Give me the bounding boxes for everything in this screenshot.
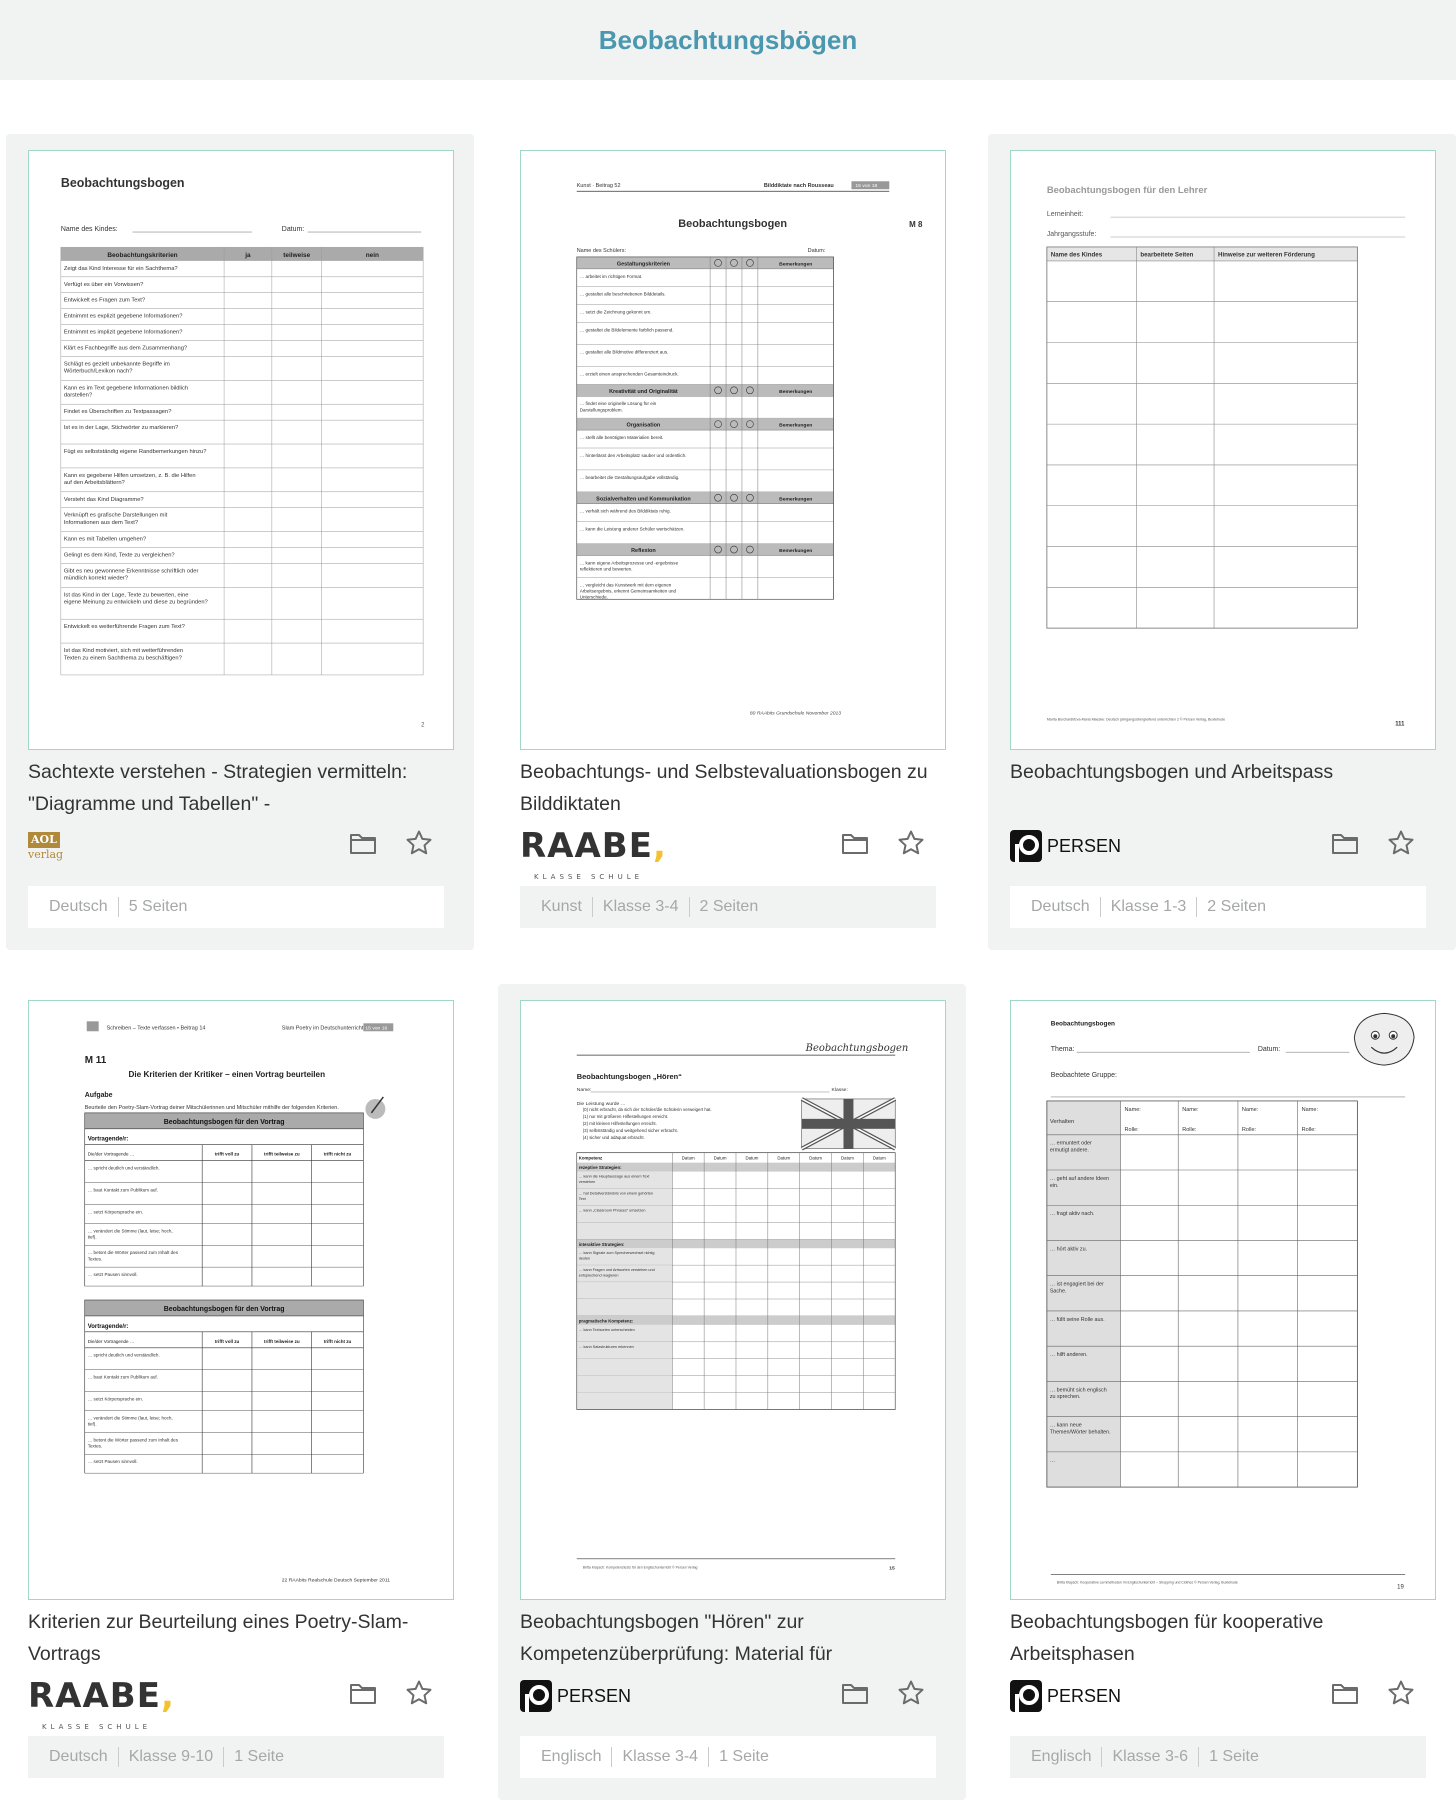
subject-tag: Englisch xyxy=(541,1748,602,1765)
thumb-cell-text: … baut Kontakt zum Publikum auf. xyxy=(87,1374,158,1380)
remarks-header: Bemerkungen xyxy=(779,423,813,429)
thumb-cell-text: … geht auf andere Ideen xyxy=(1049,1175,1110,1182)
table-header: Die/der Vortragende … xyxy=(87,1151,135,1157)
publisher-logo xyxy=(1010,1678,1121,1714)
section-header: interaktive Strategien: xyxy=(578,1241,625,1247)
svg-text:Datum:: Datum: xyxy=(1257,1046,1281,1054)
thumb-cell-text: Schlägt es gezielt unbekannte Begriffe im xyxy=(63,361,170,368)
material-title[interactable]: Beobachtungsbogen und Arbeitspass xyxy=(1010,761,1334,783)
grade-tag: Klasse 3-6 xyxy=(1112,1748,1189,1765)
name-label: Name: xyxy=(1182,1106,1199,1113)
material-meta xyxy=(28,1736,444,1778)
thumb-cell-text: Entwickelt es Fragen zum Text? xyxy=(63,297,146,304)
svg-text:Die Kriterien der Kritiker – e: Die Kriterien der Kritiker – einen Vortrag beurteilen xyxy=(128,1070,326,1080)
speaker-label: Vortragende/r: xyxy=(87,1136,129,1143)
section-header: Gestaltungskriterien xyxy=(616,261,671,268)
svg-text:Slam Poetry im Deutschunterric: Slam Poetry im Deutschunterricht xyxy=(281,1025,364,1032)
document-thumbnail[interactable] xyxy=(1010,1000,1436,1600)
table-header: trifft voll zu xyxy=(214,1151,240,1157)
subject-tag: Kunst xyxy=(541,898,582,915)
svg-text:Datum:: Datum: xyxy=(281,226,305,234)
subject-tag: Deutsch xyxy=(49,1748,108,1765)
thumb-cell-text: … füllt seine Rolle aus. xyxy=(1049,1316,1105,1323)
svg-text:Beobachtungsbogen: Beobachtungsbogen xyxy=(805,1043,909,1055)
evaluation-table xyxy=(577,257,834,600)
section-header: Sozialverhalten und Kommunikation xyxy=(596,496,691,503)
thumb-cell-text: Findet es Überschriften zu Textpassagen? xyxy=(63,409,172,416)
svg-text:Jahrgangsstufe:: Jahrgangsstufe: xyxy=(1046,231,1097,239)
thumb-cell-text: … gestaltet alle beschriebenen Bilddetails. xyxy=(579,291,666,297)
thumb-cell-text: … kann Satzstrukturen erkennen xyxy=(578,1344,634,1349)
subject-tag: Deutsch xyxy=(1031,898,1090,915)
publisher-logo xyxy=(28,828,63,864)
thumb-cell-text: Fügt es selbstständig eigene Randbemerkungen hinzu? xyxy=(63,448,207,455)
thumb-cell-text: Themen/Wörter behalten. xyxy=(1049,1429,1111,1436)
level-text: (3) selbstständig und weitgehend sicher erbracht. xyxy=(582,1127,678,1133)
thumb-cell-text: … findet eine originelle Lösung für ein xyxy=(579,401,657,407)
thumb-cell-text: … vergleicht das Kunstwerk mit dem eigenen xyxy=(579,582,672,588)
thumbnail-page xyxy=(521,1001,945,1599)
cooperative-table xyxy=(1047,1101,1358,1487)
section-header: Reflexion xyxy=(631,548,656,555)
thumbnail-page xyxy=(1011,151,1435,749)
thumb-cell-text: … kann die Leistung anderer Schüler wertschätzen. xyxy=(579,526,685,532)
raabe-logo: RAABE, KLASSE SCHULE xyxy=(28,1676,175,1731)
table-header: Datum xyxy=(809,1155,823,1161)
thumb-cell-text: … spricht deutlich und verständlich. xyxy=(87,1352,160,1358)
material-card[interactable] xyxy=(498,134,966,950)
thumbnail-page xyxy=(29,1001,453,1599)
remarks-header: Bemerkungen xyxy=(779,497,813,503)
role-label: Rolle: xyxy=(1182,1126,1197,1133)
role-label: Rolle: xyxy=(1124,1126,1139,1133)
svg-text:Beurteile den Poetry-Slam-Vort: Beurteile den Poetry-Slam-Vortrag deiner Mitschülerinnen und Mitschüler mithilfe der folgenden Kriterien. xyxy=(84,1104,339,1111)
thumb-cell-text: … ist engagiert bei der xyxy=(1049,1281,1104,1288)
star-icon[interactable] xyxy=(896,828,926,858)
svg-text:15: 15 xyxy=(889,1566,895,1572)
thumbnail-page xyxy=(521,151,945,749)
thumb-cell-text: … setzt Pausen sinnvoll. xyxy=(87,1272,138,1278)
name-label: Name: xyxy=(1124,1106,1141,1113)
svg-text:2: 2 xyxy=(421,722,425,729)
material-card[interactable] xyxy=(6,134,474,950)
thumb-cell-text: ermutigt andere. xyxy=(1049,1147,1089,1154)
thumb-cell-text: tief). xyxy=(87,1234,97,1240)
thumb-cell-text: Arbeitsergebnis, erkennt Gemeinsamkeiten und xyxy=(579,588,677,594)
material-card[interactable] xyxy=(988,984,1456,1800)
material-title[interactable]: Beobachtungsbogen "Hören" zur Kompetenzüberprüfung: Material für xyxy=(520,1611,833,1665)
speaker-label: Vortragende/r: xyxy=(87,1323,129,1330)
thumb-cell-text: … kann Textsorten unterscheiden xyxy=(578,1327,635,1332)
document-thumbnail[interactable] xyxy=(520,150,946,750)
svg-text:15 von 18: 15 von 18 xyxy=(855,184,878,190)
thumb-cell-text: Gibt es neu gewonnene Erkenntnisse schriftlich oder xyxy=(63,568,199,575)
star-icon[interactable] xyxy=(1386,828,1416,858)
document-thumbnail[interactable] xyxy=(28,150,454,750)
grade-tag: Klasse 9-10 xyxy=(128,1748,214,1765)
svg-text:Beobachtete Gruppe:: Beobachtete Gruppe: xyxy=(1050,1072,1117,1080)
level-text: (4) sicher und adäquat erbracht. xyxy=(582,1134,645,1140)
folder-icon[interactable] xyxy=(348,1678,378,1708)
material-card[interactable] xyxy=(988,134,1456,950)
svg-text:22 RAAbits Realschule Deutsch: 22 RAAbits Realschule Deutsch September 2011 xyxy=(281,1578,390,1584)
svg-text:Klasse:: Klasse: xyxy=(831,1087,848,1093)
thumb-cell-text: … setzt Körpersprache ein. xyxy=(87,1396,144,1402)
table-header: ja xyxy=(245,251,251,259)
svg-text:M 8: M 8 xyxy=(909,220,923,230)
thumb-cell-text: Kann es gegebene Hilfen umsetzen, z. B. die Hilfen xyxy=(63,472,196,479)
persen-icon xyxy=(1010,830,1042,862)
thumb-cell-text: Ist es in der Lage, Stichwörter zu markieren? xyxy=(63,425,179,432)
thumb-cell-text: … kann eigene Arbeitsprozesse und -ergebnisse xyxy=(579,560,679,566)
table-header: Kompetenz xyxy=(578,1155,603,1161)
subject-tag: Deutsch xyxy=(49,898,108,915)
poetry-table-1 xyxy=(85,1113,364,1286)
material-title[interactable]: Sachtexte verstehen - Strategien vermitteln: "Diagramme und Tabellen" - xyxy=(28,761,408,815)
aol-verlag-logo: AOL verlag xyxy=(28,832,64,861)
table-title: Beobachtungsbogen für den Vortrag xyxy=(163,1118,285,1126)
header-bar xyxy=(0,0,1456,80)
thumb-cell-text: ein. xyxy=(1049,1182,1059,1189)
table-header: Datum xyxy=(713,1155,727,1161)
table-header: nein xyxy=(365,251,380,259)
thumb-cell-text: … baut Kontakt zum Publikum auf. xyxy=(87,1187,158,1193)
thumb-cell-text: Verfügt es über ein Vorwissen? xyxy=(63,281,144,288)
thumb-cell-text: Entnimmt es implizit gegebene Informationen? xyxy=(63,329,183,336)
thumb-cell-text: … kann die Hauptaussage aus einem Text xyxy=(578,1174,650,1179)
persen-logo: PERSEN xyxy=(1010,830,1121,862)
svg-text:M 11: M 11 xyxy=(84,1055,107,1067)
persen-logo: PERSEN xyxy=(1010,1680,1121,1712)
thumb-cell-text: deuten xyxy=(578,1256,591,1261)
table-header: teilweise xyxy=(283,251,311,259)
table-header: trifft voll zu xyxy=(214,1338,240,1344)
thumb-cell-text: Wörterbuch/Lexikon nach? xyxy=(63,368,133,375)
thumb-cell-text: tief). xyxy=(87,1421,97,1427)
thumb-cell-text: Sache. xyxy=(1049,1288,1067,1295)
pages-tag: 2 Seiten xyxy=(1207,898,1267,915)
thumb-cell-text: Zeigt das Kind Interesse für ein Sachthema? xyxy=(63,265,178,272)
table-header: bearbeitete Seiten xyxy=(1140,251,1194,259)
publisher-logo xyxy=(28,1676,175,1731)
document-thumbnail[interactable] xyxy=(28,1000,454,1600)
criteria-table xyxy=(61,247,423,675)
star-icon[interactable] xyxy=(404,828,434,858)
thumb-cell-text: … hinterlässt den Arbeitsplatz sauber und ordentlich. xyxy=(579,452,687,458)
svg-text:Schreiben – Texte verfassen •: Schreiben – Texte verfassen • Beitrag 14 xyxy=(106,1025,206,1032)
table-header: Datum xyxy=(745,1155,759,1161)
svg-text:15 von 16: 15 von 16 xyxy=(365,1026,388,1032)
table-header: Datum xyxy=(777,1155,791,1161)
table-title: Beobachtungsbogen für den Vortrag xyxy=(163,1305,285,1313)
role-label: Rolle: xyxy=(1241,1126,1257,1133)
material-title[interactable]: Beobachtungs- und Selbstevaluationsbogen zu Bilddiktaten xyxy=(520,761,928,815)
svg-text:Name:: Name: xyxy=(576,1087,592,1093)
table-header: Hinweise zur weiteren Förderung xyxy=(1218,251,1315,259)
material-meta xyxy=(520,1736,936,1778)
thumb-cell-text: … spricht deutlich und verständlich. xyxy=(87,1165,160,1171)
table-header: Datum xyxy=(681,1155,695,1161)
svg-text:Lerneinheit:: Lerneinheit: xyxy=(1046,211,1084,219)
material-meta xyxy=(1010,886,1426,928)
thumbnail-page xyxy=(29,151,453,749)
uk-flag-icon xyxy=(802,1099,896,1149)
thumb-cell-text: darstellen? xyxy=(63,392,93,399)
role-label: Rolle: xyxy=(1301,1126,1316,1133)
section-header: rezeptive Strategien: xyxy=(578,1165,622,1171)
name-label: Name: xyxy=(1241,1106,1259,1113)
publisher-logo xyxy=(520,826,667,881)
thumb-cell-text: … xyxy=(1049,1457,1056,1464)
svg-text:Beobachtungsbogen für den Lehr: Beobachtungsbogen für den Lehrer xyxy=(1046,185,1208,197)
thumb-cell-text: … betont die Wörter passend zum Inhalt des xyxy=(87,1437,179,1443)
thumb-cell-text: … fragt aktiv nach. xyxy=(1049,1211,1095,1218)
corner-label: Verhalten xyxy=(1049,1118,1075,1125)
thumb-cell-text: Klärt es Fachbegriffe aus dem Zusammenhang? xyxy=(63,345,188,352)
remarks-header: Bemerkungen xyxy=(779,262,813,268)
svg-text:Britta Klapsch: Kompetenztests: Britta Klapsch: Kompetenztests für den Englischunterricht © Persen Verlag xyxy=(582,1565,698,1570)
pages-tag: 5 Seiten xyxy=(128,898,188,915)
thumb-cell-text: auf den Arbeitsblättern? xyxy=(63,480,125,487)
grade-tag: Klasse 1-3 xyxy=(1110,898,1187,915)
table-header: trifft nicht zu xyxy=(323,1151,352,1157)
svg-text:Bilddiktate nach Rousseau: Bilddiktate nach Rousseau xyxy=(763,183,834,190)
poetry-table-2 xyxy=(85,1300,364,1473)
persen-logo: PERSEN xyxy=(520,1680,631,1712)
publisher-logo xyxy=(1010,828,1121,864)
document-thumbnail[interactable] xyxy=(520,1000,946,1600)
table-header: trifft teilweise zu xyxy=(263,1151,300,1157)
table-header: trifft teilweise zu xyxy=(263,1338,300,1344)
thumb-heading: Beobachtungsbogen xyxy=(60,176,185,191)
folder-icon[interactable] xyxy=(1330,828,1360,858)
thumbnail-page xyxy=(1011,1001,1435,1599)
thumb-cell-text: Entnimmt es explizit gegebene Informationen? xyxy=(63,313,183,320)
smiley-icon xyxy=(1354,1013,1414,1065)
star-icon[interactable] xyxy=(404,1678,434,1708)
table-header: Die/der Vortragende … xyxy=(87,1338,135,1344)
pages-tag: 1 Seite xyxy=(719,1748,769,1765)
material-title[interactable]: Beobachtungsbogen für kooperative Arbeitsphasen xyxy=(1010,1611,1324,1665)
thumb-cell-text: reflektieren und bewerten. xyxy=(579,566,633,572)
svg-text:Beobachtungsbogen: Beobachtungsbogen xyxy=(1050,1020,1115,1028)
thumb-cell-text: … stellt alle benötigten Materialien bereit. xyxy=(579,435,664,441)
thumb-cell-text: Textes. xyxy=(87,1443,103,1449)
publisher-logo xyxy=(520,1678,631,1714)
star-icon[interactable] xyxy=(1386,1678,1416,1708)
svg-text:Thema:: Thema: xyxy=(1050,1046,1075,1054)
svg-text:Name des Schülers:: Name des Schülers: xyxy=(576,247,626,254)
level-text: (2) mit kleinen Hilfestellungen erreicht. xyxy=(582,1120,657,1126)
page-title: Beobachtungsbögen xyxy=(598,24,858,55)
table-header: Beobachtungskriterien xyxy=(107,251,178,259)
thumb-cell-text: Kann es im Text gegebene Informationen bildlich xyxy=(63,385,189,392)
thumb-cell-text: Textes. xyxy=(87,1256,103,1262)
thumb-cell-text: … kann Fragen und Antworten verstehen und xyxy=(578,1268,655,1273)
thumb-cell-text: … arbeitet im richtigen Format. xyxy=(579,273,643,279)
thumb-cell-text: Ist das Kind in der Lage, Texte zu bewerten, eine xyxy=(63,592,189,599)
pages-tag: 1 Seite xyxy=(1209,1748,1259,1765)
name-label: Name: xyxy=(1301,1106,1319,1113)
svg-text:80 RAAbits Grundschule Novembe: 80 RAAbits Grundschule November 2013 xyxy=(749,711,842,717)
material-meta xyxy=(1010,1736,1426,1778)
thumb-cell-text: … bemüht sich englisch xyxy=(1049,1387,1107,1394)
section-header: Kreativität und Originalität xyxy=(609,388,678,395)
level-text: (0) nicht erbracht, da sich der Schüler/die Schülerin verweigert hat. xyxy=(582,1106,712,1112)
thumb-cell-text: … erzielt einen ansprechenden Gesamteindruck. xyxy=(579,371,679,377)
thumb-cell-text: Verknüpft es grafische Darstellungen mit xyxy=(63,512,168,519)
thumb-cell-text: … betont die Wörter passend zum Inhalt des xyxy=(87,1250,179,1256)
folder-icon[interactable] xyxy=(1330,1678,1360,1708)
thumb-cell-text: Kann es mit Tabellen umgehen? xyxy=(63,536,147,543)
persen-icon xyxy=(520,1680,552,1712)
thumb-cell-text: Ist das Kind motiviert, sich mit weiterführenden xyxy=(63,648,184,655)
section-header: pragmatische Kompetenz: xyxy=(578,1318,634,1324)
document-thumbnail[interactable] xyxy=(1010,150,1436,750)
thumb-cell-text: Text xyxy=(578,1196,586,1201)
raabe-logo: RAABE, KLASSE SCHULE xyxy=(520,826,667,881)
teacher-table xyxy=(1047,247,1358,628)
thumb-cell-text: … setzt die Zeichnung gekonnt um. xyxy=(579,309,652,315)
thumb-cell-text: Darstellungsproblem. xyxy=(579,407,623,413)
thumb-cell-text: Entwickelt es weiterführende Fragen zum Text? xyxy=(63,624,185,631)
thumb-cell-text: … verhält sich während des Bilddiktats ruhig. xyxy=(579,508,671,514)
thumb-cell-text: … verändert die Stimme (laut, leise; hoch, xyxy=(87,1415,173,1421)
svg-text:Datum:: Datum: xyxy=(807,247,826,254)
pages-tag: 2 Seiten xyxy=(699,898,759,915)
table-header: Datum xyxy=(841,1155,854,1161)
remarks-header: Bemerkungen xyxy=(779,389,813,395)
grade-tag: Klasse 3-4 xyxy=(622,1748,699,1765)
svg-text:Britta Klapsch: Kooperative Le: Britta Klapsch: Kooperative Lernmethoden im Englischunterricht – Shopping und Clothes © Persen Verlag, Buxtehude xyxy=(1056,1580,1238,1585)
thumb-cell-text: … verändert die Stimme (laut, leise; hoch, xyxy=(87,1228,173,1234)
material-title[interactable]: Kriterien zur Beurteilung eines Poetry-Slam-Vortrags xyxy=(28,1611,409,1665)
thumb-cell-text: Versteht das Kind Diagramme? xyxy=(63,496,144,503)
subject-tag: Englisch xyxy=(1031,1748,1092,1765)
thumb-cell-text: … ermuntert oder xyxy=(1049,1140,1092,1147)
svg-text:Kunst · Beitrag 52: Kunst · Beitrag 52 xyxy=(576,183,621,190)
thumb-cell-text: … gestaltet die Bildelemente farblich passend. xyxy=(579,327,674,333)
svg-text:Aufgabe: Aufgabe xyxy=(84,1091,113,1099)
thumb-cell-text: … gestaltet alle Bildmotive differenziert aus. xyxy=(579,349,669,355)
material-card[interactable] xyxy=(498,984,966,1800)
level-text: (1) nur mit größeren Hilfestellungen erreicht. xyxy=(582,1113,669,1119)
table-header: Name des Kindes xyxy=(1050,251,1103,259)
table-header: trifft nicht zu xyxy=(323,1338,352,1344)
persen-icon xyxy=(1010,1680,1042,1712)
svg-text:111: 111 xyxy=(1395,721,1405,728)
hoeren-table xyxy=(577,1153,895,1410)
svg-text:Die Leistung wurde …: Die Leistung wurde … xyxy=(576,1101,626,1107)
thumb-cell-text: Informationen aus dem Text? xyxy=(63,519,139,526)
thumb-cell-text: Texten zu einem Sachthema zu beschäftigen? xyxy=(63,655,182,662)
folder-icon[interactable] xyxy=(840,828,870,858)
remarks-header: Bemerkungen xyxy=(779,549,813,555)
thumb-cell-text: … kann neue xyxy=(1049,1422,1082,1429)
material-meta xyxy=(28,886,444,928)
folder-icon[interactable] xyxy=(840,1678,870,1708)
star-icon[interactable] xyxy=(896,1678,926,1708)
thumb-cell-text: … setzt Körpersprache ein. xyxy=(87,1209,144,1215)
thumb-cell-text: Unterschiede. xyxy=(579,594,608,600)
thumb-cell-text: … hört aktiv zu. xyxy=(1049,1246,1088,1253)
thumb-cell-text: … setzt Pausen sinnvoll. xyxy=(87,1459,138,1465)
material-meta xyxy=(520,886,936,928)
pages-tag: 1 Seite xyxy=(234,1748,285,1765)
table-header: Datum xyxy=(872,1155,886,1161)
svg-text:Marita Borchardt/Eva-Maria Mae: Marita Borchardt/Eva-Maria Maeske: Deutsch jahrgangsübergreifend unterrichten 2 © Persen Verlag, Buxtehude xyxy=(1046,717,1226,722)
folder-icon[interactable] xyxy=(348,828,378,858)
thumb-cell-text: eigene Meinung zu entwickeln und diese zu begründen? xyxy=(63,599,208,606)
material-card[interactable] xyxy=(6,984,474,1800)
svg-text:Beobachtungsbogen „Hören“: Beobachtungsbogen „Hören“ xyxy=(576,1072,682,1082)
thumb-cell-text: verstehen xyxy=(578,1179,596,1184)
thumb-cell-text: … kann „Classroom Phrases“ umsetzen xyxy=(578,1208,646,1213)
thumb-cell-text: mündlich korrekt wieder? xyxy=(63,575,128,582)
thumb-cell-text: Gelingt es dem Kind, Texte zu vergleichen? xyxy=(63,552,175,559)
thumb-cell-text: entsprechend reagieren xyxy=(578,1273,619,1278)
grade-tag: Klasse 3-4 xyxy=(602,898,679,915)
thumb-cell-text: … hat Detailverständnis von einem gehörten xyxy=(578,1191,654,1196)
section-header: Organisation xyxy=(626,422,661,429)
svg-text:19: 19 xyxy=(1397,1584,1404,1591)
svg-text:Name des Kindes:: Name des Kindes: xyxy=(60,226,118,234)
thumb-cell-text: … hilft anderen. xyxy=(1049,1352,1088,1359)
svg-text:Beobachtungsbogen: Beobachtungsbogen xyxy=(678,218,788,231)
thumb-cell-text: … bearbeitet die Gestaltungsaufgabe vollständig. xyxy=(579,474,680,480)
thumb-cell-text: zu sprechen. xyxy=(1049,1394,1081,1401)
thumb-cell-text: … kann Signale zum Sprecherwechsel richtig xyxy=(578,1251,655,1256)
